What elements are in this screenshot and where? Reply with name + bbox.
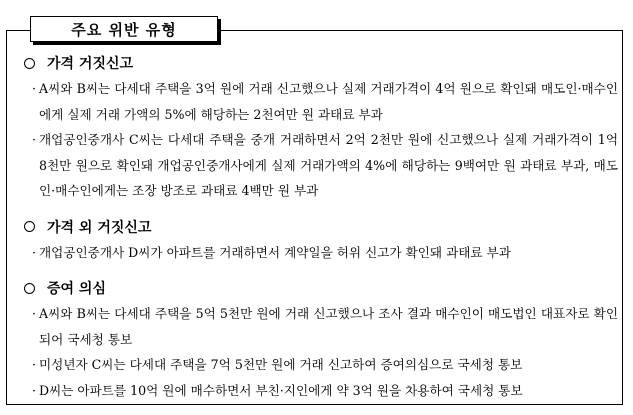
list-item-text: 미성년자 C씨는 다세대 주택을 7억 5천만 원에 거래 신고하여 증여의심으로 국세청 통보 <box>39 357 523 372</box>
list-item-text: A씨와 B씨는 다세대 주택을 5억 5천만 원에 거래 신고했으나 조사 결과 매수인이 매도법인 대표자로 확인되어 국세청 통보 <box>39 306 618 347</box>
section-heading-row <box>22 275 618 301</box>
section-heading: 증여 의심 <box>47 281 106 297</box>
section-gift-suspicion <box>22 275 618 403</box>
list-item-text: 개업공인중개사 C씨는 다세대 주택을 중개 거래하면서 2억 2천만 원에 신고했으나 실제 거래가격이 1억 8천만 원으로 확인돼 개업공인중개사에게 실제 거래가액의 4%에 해당하는 9백여만 원 과태료 부과, 매도인·매수인에게는 조장 방조로 과태료 4백만 원 부과 <box>39 132 618 198</box>
circle-bullet-icon <box>24 58 35 69</box>
section-non-price-false-report <box>22 214 618 266</box>
dot-bullet-icon: · <box>32 382 37 398</box>
list-item-text: 개업공인중개사 D씨가 아파트를 거래하면서 계약일을 허위 신고가 확인돼 과태료 부과 <box>39 244 511 260</box>
list-item <box>22 127 618 204</box>
list-item <box>22 301 618 352</box>
section-heading-row <box>22 50 618 76</box>
list-item <box>22 352 618 378</box>
title-box <box>30 16 218 42</box>
dot-bullet-icon: · <box>32 244 37 260</box>
section-heading: 가격 외 거짓신고 <box>47 219 152 236</box>
page-title: 주요 위반 유형 <box>71 20 177 39</box>
section-price-false-report <box>22 50 618 204</box>
dot-bullet-icon: · <box>32 306 37 321</box>
list-item <box>22 240 618 266</box>
dot-bullet-icon: · <box>32 357 37 372</box>
section-heading-row <box>22 214 618 240</box>
circle-bullet-icon <box>24 221 35 232</box>
dot-bullet-icon: · <box>32 81 37 96</box>
list-item <box>22 76 618 127</box>
list-item <box>22 378 618 404</box>
circle-bullet-icon <box>24 283 35 294</box>
list-item-text: D씨는 아파트를 10억 원에 매수하면서 부친·지인에게 약 3억 원을 차용하여 국세청 통보 <box>39 382 523 398</box>
content-body <box>22 48 618 403</box>
dot-bullet-icon: · <box>32 132 37 147</box>
list-item-text: A씨와 B씨는 다세대 주택을 3억 원에 거래 신고했으나 실제 거래가격이 4억 원으로 확인돼 매도인·매수인에게 실제 거래 가액의 5%에 해당하는 2천여만 원 과태료 부과 <box>39 81 618 122</box>
section-heading: 가격 거짓신고 <box>47 56 134 72</box>
